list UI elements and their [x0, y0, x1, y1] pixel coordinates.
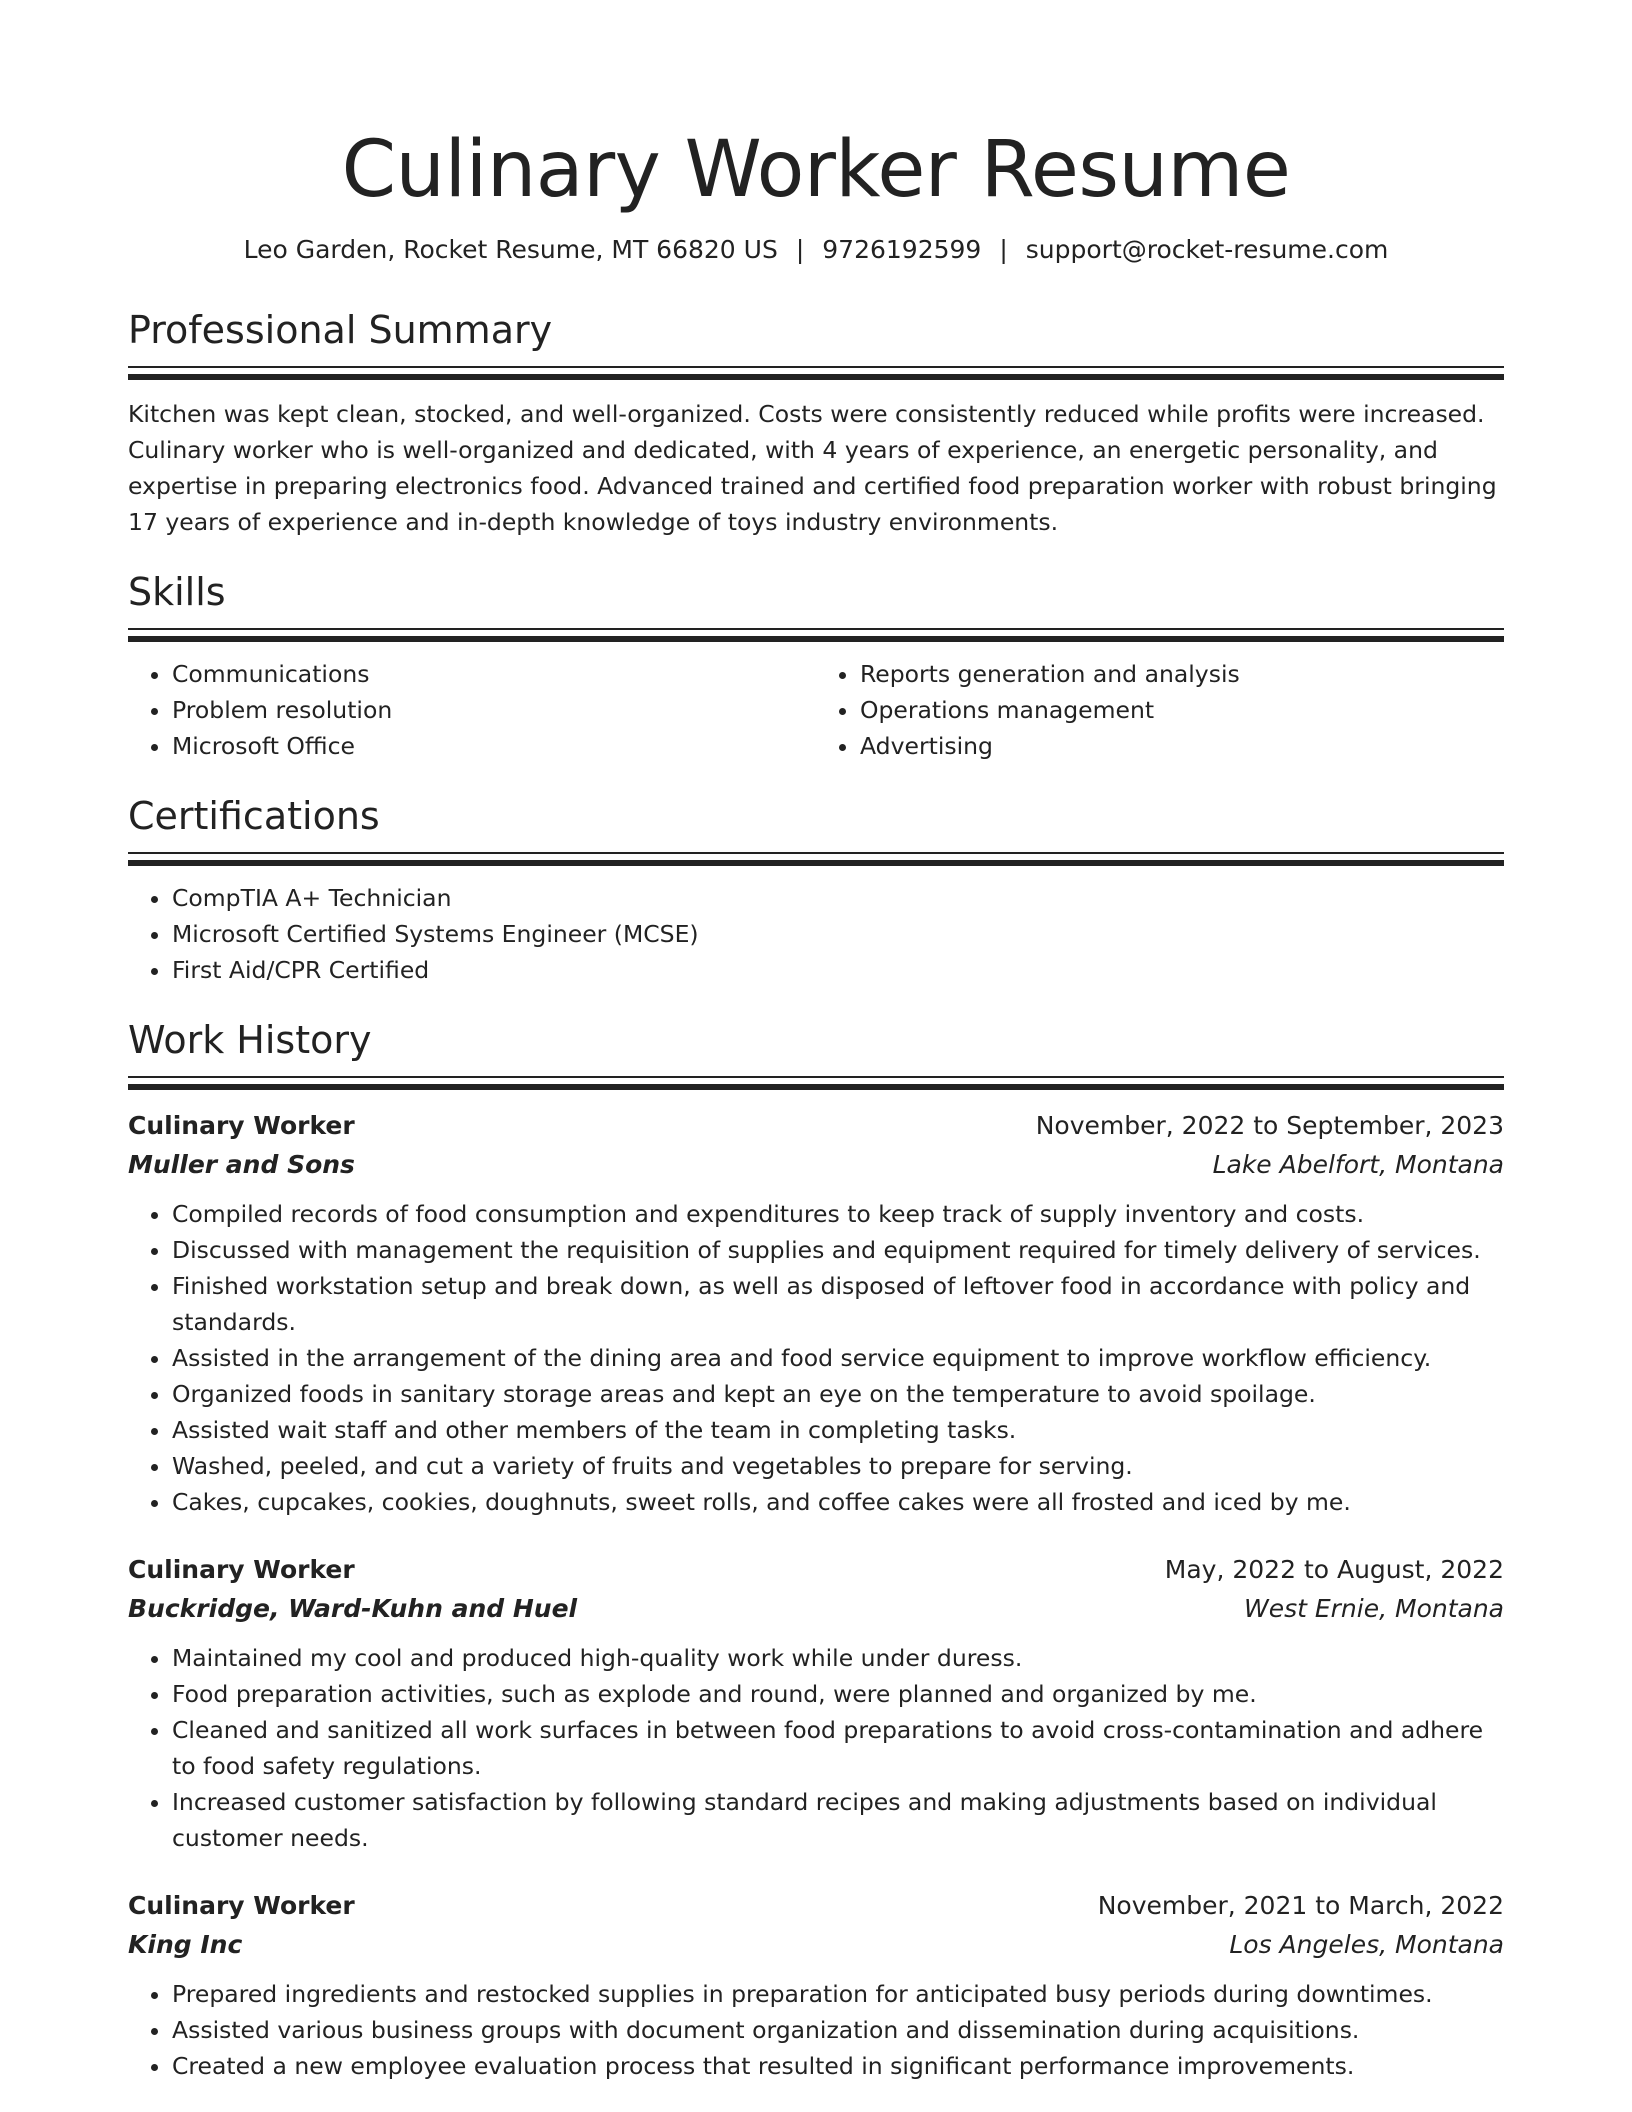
job-subheader [128, 1926, 1504, 1964]
job-duty: • Organized foods in sanitary storage areas and kept an eye on the temperature to avoid spoilage. [172, 1376, 1504, 1412]
job-entry [128, 1886, 1504, 2084]
job-header [128, 1550, 1504, 1590]
resume-title: Culinary Worker Resume [341, 125, 1291, 215]
section-heading-certifications: Certifications [128, 794, 380, 838]
job-duty: • Cleaned and sanitized all work surfaces in between food preparations to avoid cross-contamination and adhere to food safety regulations. [172, 1712, 1504, 1784]
contact-phone: 9726192599 [822, 235, 982, 264]
summary-text: Kitchen was kept clean, stocked, and well-organized. Costs were consistently reduced while profits were increased. Culinary worker who is well-organized and dedicated, with 4 years of experience, an energetic personality, and expertise in preparing electronics food. Advanced trained and certified food preparation worker with robust bringing 17 years of experience and in-depth knowledge of toys industry environments. [128, 400, 1497, 536]
job-duty: • Maintained my cool and produced high-quality work while under duress. [172, 1640, 1504, 1676]
summary-section [128, 306, 1504, 540]
contact-separator: | [999, 235, 1008, 264]
job-header [128, 1106, 1504, 1146]
job-employer: King Inc [128, 1930, 243, 1959]
certification-item: • First Aid/CPR Certified [172, 952, 1504, 988]
contact-line [128, 234, 1504, 266]
job-duty: • Assisted in the arrangement of the dining area and food service equipment to improve workflow efficiency. [172, 1340, 1504, 1376]
job-duties-list [128, 1976, 1504, 2084]
skill-item: • Advertising [860, 728, 1504, 764]
job-header [128, 1886, 1504, 1926]
skill-item: • Microsoft Office [172, 728, 816, 764]
job-title: Culinary Worker [128, 1891, 355, 1920]
job-duty: • Assisted wait staff and other members of the team in completing tasks. [172, 1412, 1504, 1448]
job-subheader [128, 1146, 1504, 1184]
job-dates: November, 2022 to September, 2023 [1035, 1111, 1504, 1140]
job-duty: • Washed, peeled, and cut a variety of fruits and vegetables to prepare for serving. [172, 1448, 1504, 1484]
job-location: Lake Abelfort, Montana [1212, 1150, 1504, 1179]
job-duty: • Increased customer satisfaction by following standard recipes and making adjustments based on individual customer needs. [172, 1784, 1504, 1856]
job-dates: May, 2022 to August, 2022 [1164, 1555, 1504, 1584]
job-duties-list [128, 1196, 1504, 1520]
job-dates: November, 2021 to March, 2022 [1097, 1891, 1504, 1920]
job-duties-list [128, 1640, 1504, 1856]
section-divider [128, 366, 1504, 368]
section-divider [128, 1076, 1504, 1078]
job-title: Culinary Worker [128, 1111, 355, 1140]
job-location: West Ernie, Montana [1243, 1594, 1504, 1623]
section-divider [128, 636, 1504, 642]
job-subheader [128, 1590, 1504, 1628]
job-duty: • Food preparation activities, such as explode and round, were planned and organized by me. [172, 1676, 1504, 1712]
job-duty: • Created a new employee evaluation process that resulted in significant performance improvements. [172, 2048, 1504, 2084]
certification-item: • Microsoft Certified Systems Engineer (MCSE) [172, 916, 1504, 952]
job-entry [128, 1550, 1504, 1856]
job-duty: • Discussed with management the requisition of supplies and equipment required for timely delivery of services. [172, 1232, 1504, 1268]
certification-item: • CompTIA A+ Technician [172, 880, 1504, 916]
job-duty: • Cakes, cupcakes, cookies, doughnuts, sweet rolls, and coffee cakes were all frosted and iced by me. [172, 1484, 1504, 1520]
job-location: Los Angeles, Montana [1229, 1930, 1504, 1959]
contact-address: Leo Garden, Rocket Resume, MT 66820 US [243, 235, 778, 264]
job-duty: • Prepared ingredients and restocked supplies in preparation for anticipated busy periods during downtimes. [172, 1976, 1504, 2012]
certifications-list [128, 880, 1504, 988]
job-title: Culinary Worker [128, 1555, 355, 1584]
job-duty: • Finished workstation setup and break down, as well as disposed of leftover food in accordance with policy and standards. [172, 1268, 1504, 1340]
skills-list-right [816, 656, 1504, 764]
section-heading-work-history: Work History [128, 1018, 372, 1062]
certifications-section [128, 792, 1504, 988]
section-divider [128, 860, 1504, 866]
job-employer: Buckridge, Ward-Kuhn and Huel [128, 1594, 578, 1623]
skill-item: • Reports generation and analysis [860, 656, 1504, 692]
section-heading-summary: Professional Summary [128, 308, 553, 352]
section-divider [128, 374, 1504, 380]
job-duty: • Compiled records of food consumption and expenditures to keep track of supply inventory and costs. [172, 1196, 1504, 1232]
skill-item: • Operations management [860, 692, 1504, 728]
job-duty: • Assisted various business groups with document organization and dissemination during acquisitions. [172, 2012, 1504, 2048]
work-history-section [128, 1016, 1504, 2084]
skill-item: • Problem resolution [172, 692, 816, 728]
job-entry [128, 1106, 1504, 1520]
skills-section [128, 568, 1504, 764]
skills-grid [128, 656, 1504, 764]
section-divider [128, 852, 1504, 854]
contact-separator: | [795, 235, 805, 264]
section-divider [128, 628, 1504, 630]
skill-item: • Communications [172, 656, 816, 692]
section-heading-skills: Skills [128, 570, 226, 614]
section-divider [128, 1084, 1504, 1090]
contact-email: support@rocket-resume.com [1025, 235, 1389, 264]
job-employer: Muller and Sons [128, 1150, 355, 1179]
skills-list-left [128, 656, 816, 764]
